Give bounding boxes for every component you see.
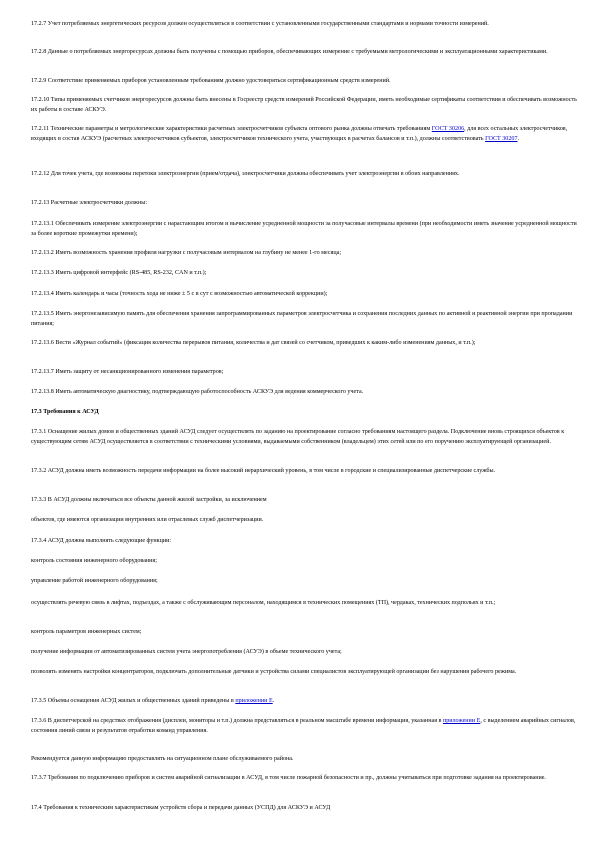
paragraph-17-2-13-7: 17.2.13.7 Иметь защиту от несанкционированного изменения параметров; [31, 369, 224, 375]
paragraph-17-2-10: 17.2.10 Типы применяемых счетчиков энергоресурсов должны быть внесены в Госреестр средств измерений Российской Федерации, иметь необходимые сертификаты соответствия и обеспечивать возможность их работы в составе АСКУЭ. [31, 97, 577, 113]
paragraph-17-2-13-4: 17.2.13.4 Иметь календарь и часы (точность хода не ниже ± 5 с в сут с возможностью автоматической коррекции); [31, 291, 328, 297]
section-heading-17-4: 17.4 Требования к техническим характеристикам устройств сбора и передачи данных (УСПД) для АСКУЭ и АСУД [31, 805, 331, 811]
paragraph-17-3-6 [31, 717, 579, 736]
paragraph-17-3-5 [31, 697, 579, 707]
appendix-e-link-2[interactable]: приложении Е [442, 718, 481, 724]
paragraph-17-3-4: 17.3.4 АСУД должна выполнять следующие функции: [31, 538, 172, 544]
paragraph-17-2-13-3: 17.2.13.3 Иметь цифровой интерфейс (RS-485, RS-232, CAN и т.п.); [31, 270, 207, 276]
paragraph-17-3-5-text-after: . [272, 698, 275, 704]
paragraph-17-2-8: 17.2.8 Данные о потребляемых энергоресурсах должны быть получены с помощью приборов, обеспечивающих измерение с требуемыми метрологическими и эксплуатационными характеристиками. [31, 49, 548, 55]
paragraph-17-3-6-text-before: 17.3.6 В диспетчерской на средствах отображения (дисплеи, мониторы и т.п.) должна представляться в реальном масштабе времени информация, указанная в [31, 718, 443, 724]
gost-30206-link[interactable]: ГОСТ 30206 [431, 126, 465, 132]
function-item-control: контроль состояния инженерного оборудования; [31, 558, 157, 564]
gost-30207-link[interactable]: ГОСТ 30207 [485, 135, 518, 142]
paragraph-17-2-9: 17.2.9 Соответствие применяемых приборов установленным требованиям должно удостоверяться сертификационным средств измерений. [31, 78, 391, 84]
paragraph-17-2-11-text-after: . [517, 135, 520, 142]
section-heading-17-3: 17.3 Требования к АСУД [31, 409, 99, 415]
paragraph-17-3-7: 17.3.7 Требования по подключению приборов и систем аварийной сигнализации в АСУД, в том числе пожарной безопасности и пр., должны учитываться при подготовке задания на проектирование. [31, 775, 546, 781]
paragraph-17-2-11-text-before: 17.2.11 Технические параметры и метрологические характеристики расчетных электросчетчиков субъекта оптового рынка должны отвечать требованиям [31, 126, 432, 132]
paragraph-17-2-13: 17.2.13 Расчетные электросчетчики должны: [31, 200, 148, 206]
paragraph-17-2-13-6: 17.2.13.6 Вести «Журнал событий» (фиксация количества перерывов питания, количества и дат связей со счетчиком, приведших к каким-либо изменениям данных, и т.п.); [31, 340, 476, 346]
paragraph-17-3-1: 17.3.1 Оснащение жилых домов и общественных зданий АСУД следует осуществлять по заданию на проектирование согласно требованиям настоящего раздела. Подключение вновь строящихся объектов к существующим сетям АСУД осуществляется в соответствии с техническими условиями, выдаваемыми собственником (владельцем) этих сетей или по его поручению эксплуатирующей организацией. [31, 429, 565, 445]
paragraph-17-2-11 [31, 125, 579, 144]
paragraph-17-2-7: 17.2.7 Учет потребляемых энергетических ресурсов должен осуществляться в соответствии с установленными государственными стандартами и нормами точности измерений. [31, 21, 489, 27]
paragraph-17-3-6-text-after: , с выделением аварийных сигналов, состояния линий связи и результатов отработки команд управления. [31, 718, 576, 734]
paragraph-17-2-13-2: 17.2.13.2 Иметь возможность хранения профиля нагрузки с получасовым интервалом на глубину не менее 1-го месяца; [31, 250, 342, 256]
paragraph-17-2-12: 17.2.12 Для точек учета, где возможны перетоки электроэнергии (прием/отдача), электросчетчики должны обеспечивать учет электроэнергии в обоих направлениях. [31, 171, 460, 177]
function-item-settings: позволять изменять настройки концентраторов, подключать дополнительные датчики и устройства силами специалистов эксплуатирующей организации без нарушения рабочего режима. [31, 669, 517, 675]
function-item-voice-link: осуществлять речевую связь в лифтах, подъездах, а также с обслуживающим персоналом, находящимся в технических помещениях (ТП), чердаках, технических подпольях и т.п.; [31, 600, 496, 606]
paragraph-17-3-3: 17.3.3 В АСУД должны включаться все объекты данной жилой застройки, за исключением [31, 497, 267, 503]
paragraph-17-2-13-8: 17.2.13.8 Иметь автоматическую диагностику, подтверждающую работоспособность АСКУЭ для ведения коммерческого учета. [31, 389, 364, 395]
paragraph-17-2-11-text-middle: , для всех остальных электросчетчиков, входящих в состав АСКУЭ (расчетных электросчетчиков субъектов, электросчетчиков технического учета, участвующих в расчетах балансов и т.п.), должны соответствовать [31, 126, 568, 142]
paragraph-17-3-5-text-before: 17.3.5 Объемы оснащения АСУД жилых и общественных зданий приведены в [31, 698, 236, 704]
paragraph-17-2-13-1: 17.2.13.1 Обеспечивать измерение электроэнергии с нарастающим итогом и вычисление усредненной мощности за получасовые интервалы времени (при необходимости иметь значение усредненной мощности за более короткие промежутки времени); [31, 221, 577, 237]
paragraph-17-3-3-continued: объектов, где имеются организации внутренних или отраслевых служб диспетчеризации. [31, 517, 264, 523]
paragraph-recommendation: Рекомендуется данную информацию предоставлять на ситуационном плане обслуживаемого района. [31, 756, 294, 762]
function-item-parameters: контроль параметров инженерных систем; [31, 629, 142, 635]
paragraph-17-3-2: 17.3.2 АСУД должна иметь возможность передачи информации на более высокий иерархический уровень, в том числе в городские и специализированные диспетчерские службы. [31, 468, 496, 474]
paragraph-17-2-13-5: 17.2.13.5 Иметь энергонезависимую память для обеспечения хранения запрограммированных параметров электросчетчика и сохранения последних данных по активной и реактивной энергии при пропадании питания; [31, 311, 573, 327]
appendix-e-link[interactable]: приложении Е [235, 698, 273, 704]
function-item-askue-data: получение информации от автоматизированных систем учета энергопотребления (АСУЭ) в объеме технического учета; [31, 649, 342, 655]
function-item-management: управление работой инженерного оборудования; [31, 578, 158, 584]
